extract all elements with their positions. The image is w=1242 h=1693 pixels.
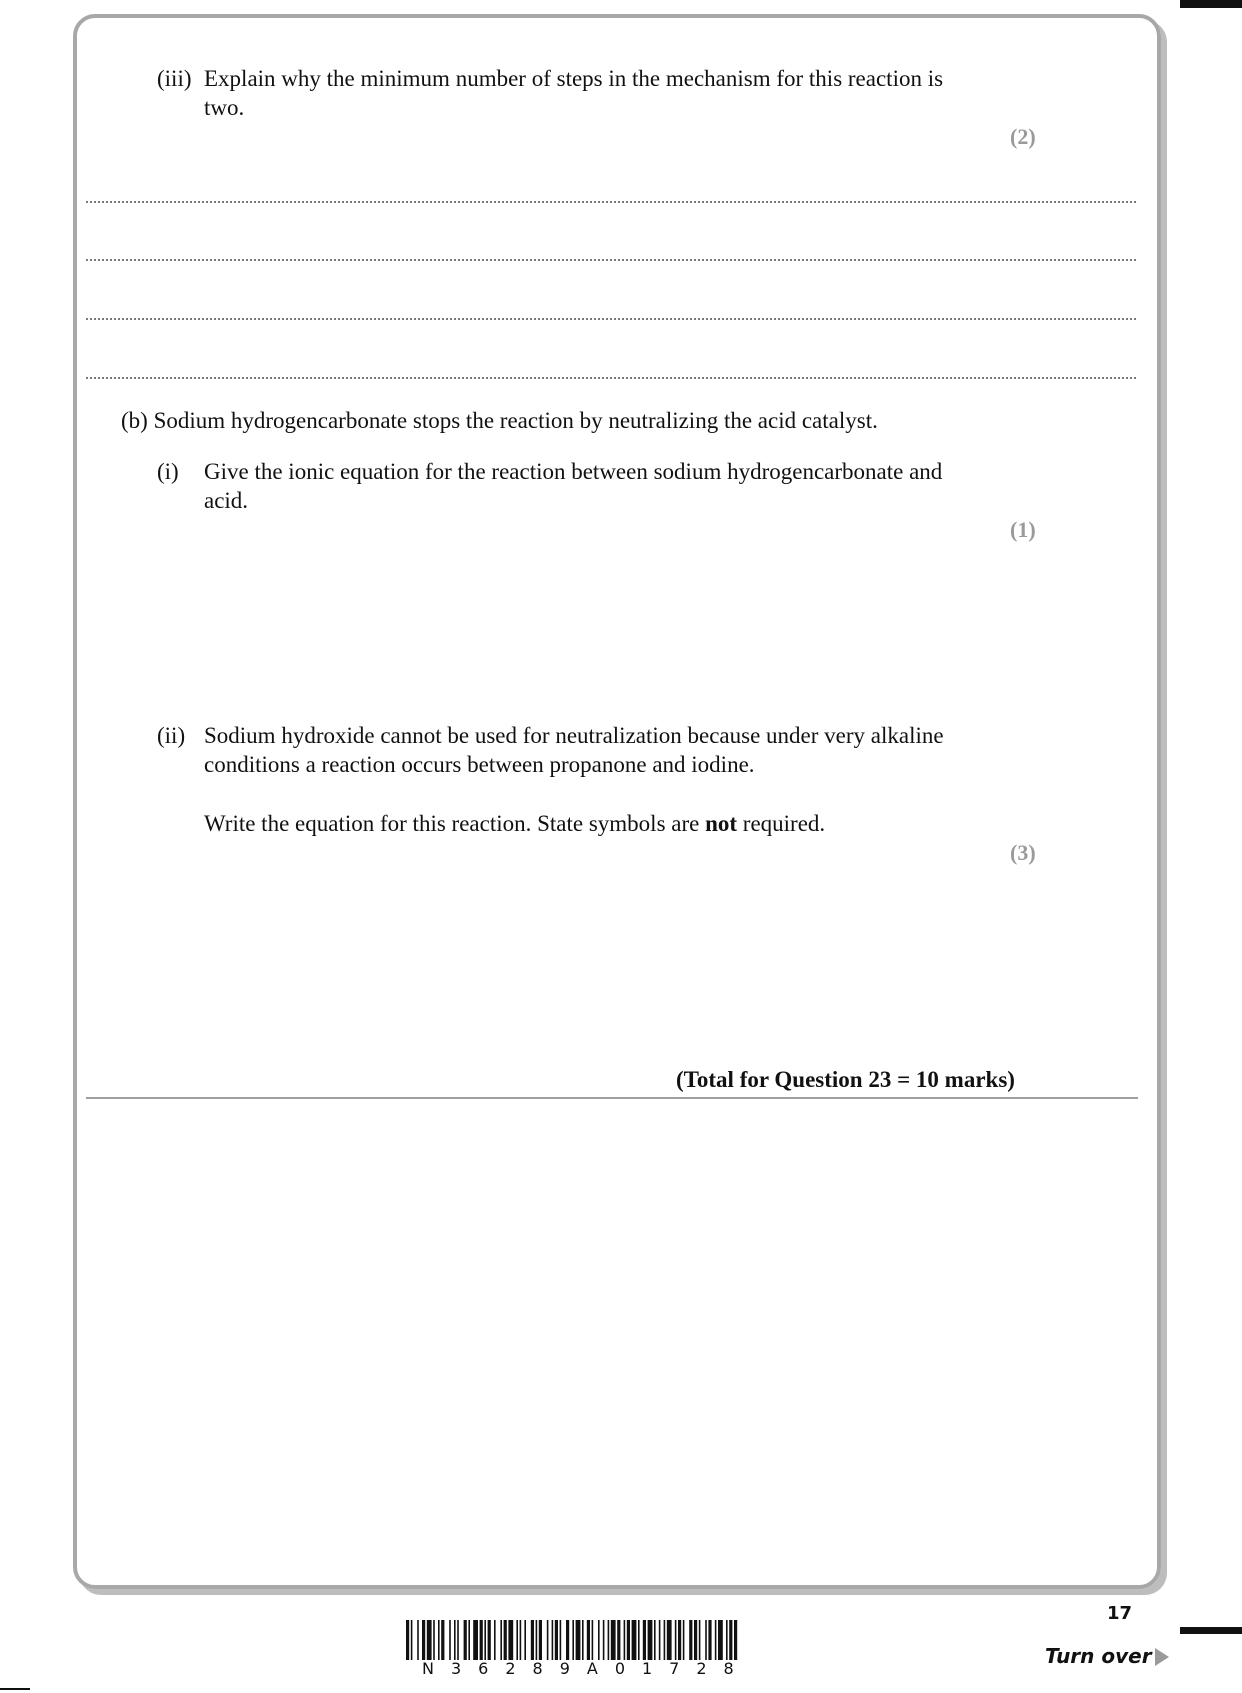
question-b-i-label: (i) <box>157 459 179 484</box>
question-iii-label: (iii) <box>157 66 192 91</box>
question-b-i-text-line2: acid. <box>204 488 249 513</box>
answer-line-3[interactable] <box>86 318 1136 320</box>
answer-line-4[interactable] <box>86 377 1136 379</box>
answer-space-b-i[interactable] <box>157 560 1057 710</box>
page-edge-mark-top <box>1180 0 1242 8</box>
question-b-ii-text-line2: conditions a reaction occurs between propanone and iodine. <box>204 752 755 777</box>
barcode-text: N36289A01728 <box>422 1659 751 1678</box>
page-edge-mark-bottom <box>1180 1627 1242 1634</box>
question-b-ii-text-line1: Sodium hydroxide cannot be used for neutralization because under very alkaline <box>204 723 944 748</box>
question-b-i-marks: (1) <box>1010 517 1036 542</box>
page-number: 17 <box>1107 1603 1133 1624</box>
question-b-ii-text-line3 <box>204 809 825 838</box>
page-edge-mark-left <box>0 1688 30 1690</box>
question-b-ii-marks: (3) <box>1010 840 1036 865</box>
question-iii-text-line2: two. <box>204 95 245 120</box>
question-b-i-text-line1: Give the ionic equation for the reaction between sodium hydrogencarbonate and <box>204 459 943 484</box>
page-frame <box>73 14 1161 1589</box>
question-b-ii-label: (ii) <box>157 723 186 748</box>
question-total: (Total for Question 23 = 10 marks) <box>676 1067 1015 1092</box>
answer-space-b-ii[interactable] <box>157 880 1057 1050</box>
answer-line-1[interactable] <box>86 201 1136 203</box>
turn-over-arrow-icon <box>1155 1648 1169 1666</box>
question-end-rule <box>86 1097 1138 1099</box>
instruction-text-end: required. <box>737 811 826 836</box>
barcode <box>406 1620 858 1660</box>
instruction-emphasis: not <box>705 811 738 836</box>
instruction-text: Write the equation for this reaction. State symbols are <box>204 811 706 836</box>
question-iii-marks: (2) <box>1010 124 1036 149</box>
answer-line-2[interactable] <box>86 259 1136 261</box>
question-b-intro: (b) Sodium hydrogencarbonate stops the reaction by neutralizing the acid catalyst. <box>121 408 878 433</box>
question-iii-text-line1: Explain why the minimum number of steps in the mechanism for this reaction is <box>204 66 944 91</box>
turn-over-label: Turn over <box>1045 1644 1152 1668</box>
